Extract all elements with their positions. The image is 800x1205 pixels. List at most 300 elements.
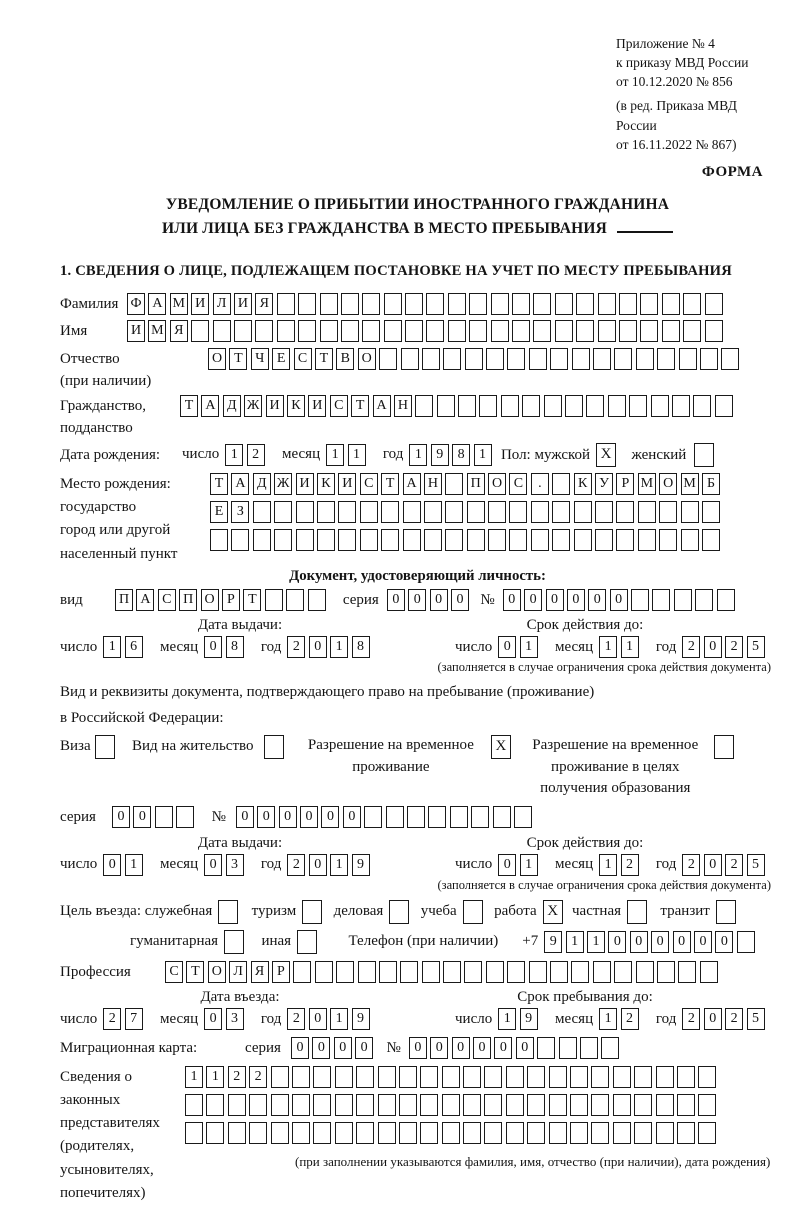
char-box[interactable] bbox=[426, 320, 444, 342]
char-box[interactable] bbox=[640, 293, 658, 315]
char-box[interactable]: Н bbox=[394, 395, 412, 417]
char-box[interactable] bbox=[463, 900, 483, 924]
char-box[interactable] bbox=[341, 293, 359, 315]
char-box[interactable]: В bbox=[336, 348, 354, 370]
char-box[interactable] bbox=[613, 1094, 631, 1116]
char-box[interactable] bbox=[378, 1094, 396, 1116]
char-box[interactable]: 2 bbox=[682, 854, 700, 876]
char-box[interactable] bbox=[572, 348, 590, 370]
char-box[interactable]: 1 bbox=[474, 444, 492, 466]
char-box[interactable] bbox=[491, 293, 509, 315]
char-box[interactable]: К bbox=[287, 395, 305, 417]
char-box[interactable]: 0 bbox=[704, 854, 722, 876]
char-box[interactable] bbox=[715, 395, 733, 417]
char-box[interactable]: О bbox=[208, 961, 226, 983]
char-box[interactable] bbox=[529, 961, 547, 983]
char-box[interactable] bbox=[702, 501, 720, 523]
char-box[interactable]: А bbox=[373, 395, 391, 417]
char-box[interactable] bbox=[185, 1122, 203, 1144]
char-box[interactable]: 9 bbox=[352, 854, 370, 876]
char-box[interactable]: 2 bbox=[725, 854, 743, 876]
char-box[interactable] bbox=[384, 293, 402, 315]
char-box[interactable] bbox=[550, 348, 568, 370]
char-box[interactable] bbox=[264, 735, 284, 759]
char-box[interactable] bbox=[537, 1037, 555, 1059]
char-box[interactable] bbox=[399, 1122, 417, 1144]
char-box[interactable] bbox=[399, 1094, 417, 1116]
char-box[interactable]: А bbox=[201, 395, 219, 417]
char-box[interactable] bbox=[479, 395, 497, 417]
char-box[interactable]: 0 bbox=[257, 806, 275, 828]
char-box[interactable]: 2 bbox=[621, 854, 639, 876]
char-box[interactable] bbox=[629, 395, 647, 417]
char-box[interactable] bbox=[571, 961, 589, 983]
char-box[interactable]: 0 bbox=[321, 806, 339, 828]
char-box[interactable] bbox=[358, 961, 376, 983]
char-box[interactable]: Ж bbox=[244, 395, 262, 417]
char-box[interactable]: X bbox=[543, 900, 563, 924]
char-box[interactable] bbox=[298, 320, 316, 342]
char-box[interactable] bbox=[360, 501, 378, 523]
char-box[interactable] bbox=[228, 1122, 246, 1144]
char-box[interactable] bbox=[721, 348, 739, 370]
char-box[interactable]: 0 bbox=[473, 1037, 491, 1059]
char-box[interactable] bbox=[467, 501, 485, 523]
char-box[interactable] bbox=[694, 443, 714, 467]
char-box[interactable]: 1 bbox=[409, 444, 427, 466]
char-box[interactable] bbox=[614, 348, 632, 370]
char-box[interactable]: 0 bbox=[588, 589, 606, 611]
char-box[interactable]: 1 bbox=[520, 636, 538, 658]
char-box[interactable]: П bbox=[115, 589, 133, 611]
char-box[interactable]: 0 bbox=[409, 1037, 427, 1059]
char-box[interactable] bbox=[484, 1094, 502, 1116]
char-box[interactable]: 0 bbox=[704, 636, 722, 658]
char-box[interactable] bbox=[595, 529, 613, 551]
char-box[interactable] bbox=[95, 735, 115, 759]
char-box[interactable] bbox=[292, 1122, 310, 1144]
char-box[interactable]: 3 bbox=[226, 1008, 244, 1030]
char-box[interactable] bbox=[399, 1066, 417, 1088]
char-box[interactable] bbox=[378, 1122, 396, 1144]
char-box[interactable] bbox=[224, 930, 244, 954]
char-box[interactable]: П bbox=[467, 473, 485, 495]
char-box[interactable] bbox=[509, 529, 527, 551]
char-box[interactable]: 0 bbox=[694, 931, 712, 953]
char-box[interactable]: 0 bbox=[133, 806, 151, 828]
char-box[interactable] bbox=[155, 806, 173, 828]
char-box[interactable]: 2 bbox=[287, 854, 305, 876]
char-box[interactable] bbox=[616, 529, 634, 551]
char-box[interactable]: И bbox=[338, 473, 356, 495]
char-box[interactable]: 0 bbox=[610, 589, 628, 611]
char-box[interactable]: У bbox=[595, 473, 613, 495]
char-box[interactable] bbox=[527, 1066, 545, 1088]
char-box[interactable]: Т bbox=[180, 395, 198, 417]
char-box[interactable] bbox=[598, 293, 616, 315]
char-box[interactable] bbox=[522, 395, 540, 417]
char-box[interactable] bbox=[277, 293, 295, 315]
char-box[interactable]: Т bbox=[351, 395, 369, 417]
char-box[interactable]: Б bbox=[702, 473, 720, 495]
char-box[interactable]: 9 bbox=[544, 931, 562, 953]
char-box[interactable] bbox=[698, 1122, 716, 1144]
char-box[interactable] bbox=[488, 529, 506, 551]
char-box[interactable] bbox=[638, 529, 656, 551]
char-box[interactable]: 9 bbox=[352, 1008, 370, 1030]
char-box[interactable] bbox=[702, 529, 720, 551]
char-box[interactable] bbox=[640, 320, 658, 342]
char-box[interactable] bbox=[297, 930, 317, 954]
char-box[interactable] bbox=[662, 320, 680, 342]
char-box[interactable] bbox=[463, 1066, 481, 1088]
char-box[interactable] bbox=[549, 1094, 567, 1116]
char-box[interactable]: 9 bbox=[520, 1008, 538, 1030]
char-box[interactable]: К bbox=[574, 473, 592, 495]
char-box[interactable] bbox=[486, 961, 504, 983]
char-box[interactable]: А bbox=[148, 293, 166, 315]
char-box[interactable] bbox=[206, 1094, 224, 1116]
char-box[interactable] bbox=[277, 320, 295, 342]
char-box[interactable] bbox=[529, 348, 547, 370]
char-box[interactable]: 3 bbox=[226, 854, 244, 876]
char-box[interactable] bbox=[249, 1122, 267, 1144]
char-box[interactable] bbox=[507, 961, 525, 983]
char-box[interactable]: 0 bbox=[524, 589, 542, 611]
char-box[interactable]: 0 bbox=[715, 931, 733, 953]
char-box[interactable] bbox=[293, 961, 311, 983]
char-box[interactable] bbox=[677, 1066, 695, 1088]
char-box[interactable] bbox=[424, 529, 442, 551]
char-box[interactable] bbox=[512, 293, 530, 315]
char-box[interactable]: 0 bbox=[112, 806, 130, 828]
char-box[interactable] bbox=[420, 1066, 438, 1088]
char-box[interactable]: 1 bbox=[125, 854, 143, 876]
char-box[interactable] bbox=[356, 1066, 374, 1088]
char-box[interactable] bbox=[437, 395, 455, 417]
char-box[interactable]: Н bbox=[424, 473, 442, 495]
char-box[interactable]: М bbox=[681, 473, 699, 495]
char-box[interactable] bbox=[442, 1122, 460, 1144]
char-box[interactable]: З bbox=[231, 501, 249, 523]
char-box[interactable] bbox=[565, 395, 583, 417]
char-box[interactable]: 6 bbox=[125, 636, 143, 658]
char-box[interactable] bbox=[717, 589, 735, 611]
char-box[interactable]: 0 bbox=[430, 1037, 448, 1059]
char-box[interactable] bbox=[356, 1122, 374, 1144]
char-box[interactable] bbox=[424, 501, 442, 523]
char-box[interactable]: О bbox=[488, 473, 506, 495]
char-box[interactable]: Л bbox=[213, 293, 231, 315]
char-box[interactable]: 7 bbox=[125, 1008, 143, 1030]
char-box[interactable] bbox=[659, 529, 677, 551]
char-box[interactable] bbox=[574, 501, 592, 523]
char-box[interactable] bbox=[445, 501, 463, 523]
char-box[interactable] bbox=[206, 1122, 224, 1144]
char-box[interactable]: 1 bbox=[520, 854, 538, 876]
char-box[interactable]: 1 bbox=[225, 444, 243, 466]
char-box[interactable]: 0 bbox=[567, 589, 585, 611]
char-box[interactable] bbox=[531, 529, 549, 551]
char-box[interactable] bbox=[274, 501, 292, 523]
char-box[interactable]: 1 bbox=[498, 1008, 516, 1030]
char-box[interactable] bbox=[619, 320, 637, 342]
char-box[interactable] bbox=[271, 1066, 289, 1088]
char-box[interactable]: . bbox=[531, 473, 549, 495]
char-box[interactable]: 0 bbox=[494, 1037, 512, 1059]
char-box[interactable] bbox=[593, 961, 611, 983]
char-box[interactable]: 1 bbox=[330, 1008, 348, 1030]
char-box[interactable] bbox=[362, 320, 380, 342]
char-box[interactable] bbox=[714, 735, 734, 759]
char-box[interactable] bbox=[448, 320, 466, 342]
char-box[interactable]: 2 bbox=[228, 1066, 246, 1088]
char-box[interactable]: С bbox=[509, 473, 527, 495]
char-box[interactable]: С bbox=[330, 395, 348, 417]
char-box[interactable] bbox=[467, 529, 485, 551]
char-box[interactable] bbox=[420, 1122, 438, 1144]
char-box[interactable] bbox=[469, 293, 487, 315]
char-box[interactable] bbox=[463, 1122, 481, 1144]
char-box[interactable] bbox=[338, 529, 356, 551]
char-box[interactable] bbox=[313, 1094, 331, 1116]
char-box[interactable]: И bbox=[308, 395, 326, 417]
char-box[interactable]: Т bbox=[381, 473, 399, 495]
char-box[interactable] bbox=[627, 900, 647, 924]
char-box[interactable] bbox=[634, 1066, 652, 1088]
char-box[interactable] bbox=[335, 1122, 353, 1144]
char-box[interactable]: М bbox=[638, 473, 656, 495]
char-box[interactable]: М bbox=[148, 320, 166, 342]
char-box[interactable] bbox=[613, 1122, 631, 1144]
char-box[interactable] bbox=[616, 501, 634, 523]
char-box[interactable]: С bbox=[165, 961, 183, 983]
char-box[interactable] bbox=[253, 529, 271, 551]
char-box[interactable] bbox=[512, 320, 530, 342]
char-box[interactable]: Е bbox=[272, 348, 290, 370]
char-box[interactable] bbox=[634, 1094, 652, 1116]
char-box[interactable] bbox=[576, 320, 594, 342]
char-box[interactable]: И bbox=[266, 395, 284, 417]
char-box[interactable]: О bbox=[659, 473, 677, 495]
char-box[interactable] bbox=[336, 961, 354, 983]
char-box[interactable]: 1 bbox=[326, 444, 344, 466]
char-box[interactable]: 1 bbox=[587, 931, 605, 953]
char-box[interactable]: Р bbox=[616, 473, 634, 495]
char-box[interactable] bbox=[672, 395, 690, 417]
char-box[interactable] bbox=[693, 395, 711, 417]
char-box[interactable] bbox=[360, 529, 378, 551]
char-box[interactable] bbox=[292, 1066, 310, 1088]
char-box[interactable]: 0 bbox=[704, 1008, 722, 1030]
char-box[interactable]: И bbox=[127, 320, 145, 342]
char-box[interactable] bbox=[570, 1094, 588, 1116]
char-box[interactable]: А bbox=[231, 473, 249, 495]
char-box[interactable] bbox=[514, 806, 532, 828]
char-box[interactable]: Л bbox=[229, 961, 247, 983]
char-box[interactable] bbox=[364, 806, 382, 828]
char-box[interactable]: С bbox=[294, 348, 312, 370]
char-box[interactable] bbox=[484, 1066, 502, 1088]
char-box[interactable] bbox=[313, 1122, 331, 1144]
char-box[interactable]: 2 bbox=[247, 444, 265, 466]
char-box[interactable]: 0 bbox=[309, 636, 327, 658]
char-box[interactable]: И bbox=[234, 293, 252, 315]
char-box[interactable] bbox=[341, 320, 359, 342]
char-box[interactable] bbox=[533, 293, 551, 315]
char-box[interactable] bbox=[674, 589, 692, 611]
char-box[interactable] bbox=[591, 1094, 609, 1116]
char-box[interactable] bbox=[555, 293, 573, 315]
char-box[interactable] bbox=[683, 320, 701, 342]
char-box[interactable]: О bbox=[358, 348, 376, 370]
char-box[interactable]: 1 bbox=[348, 444, 366, 466]
char-box[interactable] bbox=[463, 1094, 481, 1116]
char-box[interactable] bbox=[484, 1122, 502, 1144]
char-box[interactable] bbox=[443, 348, 461, 370]
char-box[interactable]: 8 bbox=[352, 636, 370, 658]
char-box[interactable] bbox=[218, 900, 238, 924]
char-box[interactable] bbox=[422, 348, 440, 370]
char-box[interactable] bbox=[458, 395, 476, 417]
char-box[interactable]: 0 bbox=[204, 1008, 222, 1030]
char-box[interactable] bbox=[608, 395, 626, 417]
char-box[interactable] bbox=[652, 589, 670, 611]
char-box[interactable] bbox=[335, 1094, 353, 1116]
char-box[interactable]: 0 bbox=[498, 636, 516, 658]
char-box[interactable] bbox=[493, 806, 511, 828]
char-box[interactable]: О bbox=[201, 589, 219, 611]
char-box[interactable]: 5 bbox=[747, 1008, 765, 1030]
char-box[interactable]: 0 bbox=[334, 1037, 352, 1059]
char-box[interactable] bbox=[486, 348, 504, 370]
char-box[interactable]: 2 bbox=[682, 636, 700, 658]
char-box[interactable] bbox=[636, 348, 654, 370]
char-box[interactable]: 2 bbox=[249, 1066, 267, 1088]
char-box[interactable]: 0 bbox=[452, 1037, 470, 1059]
char-box[interactable] bbox=[313, 1066, 331, 1088]
char-box[interactable] bbox=[210, 529, 228, 551]
char-box[interactable] bbox=[356, 1094, 374, 1116]
char-box[interactable]: И bbox=[191, 293, 209, 315]
char-box[interactable]: 0 bbox=[312, 1037, 330, 1059]
char-box[interactable] bbox=[271, 1122, 289, 1144]
char-box[interactable]: Р bbox=[272, 961, 290, 983]
char-box[interactable] bbox=[488, 501, 506, 523]
char-box[interactable]: 8 bbox=[226, 636, 244, 658]
char-box[interactable] bbox=[317, 529, 335, 551]
char-box[interactable] bbox=[595, 501, 613, 523]
char-box[interactable] bbox=[389, 900, 409, 924]
char-box[interactable] bbox=[544, 395, 562, 417]
char-box[interactable] bbox=[527, 1122, 545, 1144]
char-box[interactable]: 0 bbox=[651, 931, 669, 953]
char-box[interactable] bbox=[292, 1094, 310, 1116]
char-box[interactable] bbox=[552, 529, 570, 551]
char-box[interactable] bbox=[570, 1122, 588, 1144]
char-box[interactable] bbox=[296, 529, 314, 551]
char-box[interactable]: 0 bbox=[503, 589, 521, 611]
char-box[interactable]: 0 bbox=[204, 854, 222, 876]
char-box[interactable]: 0 bbox=[343, 806, 361, 828]
char-box[interactable]: 1 bbox=[206, 1066, 224, 1088]
char-box[interactable] bbox=[443, 961, 461, 983]
char-box[interactable] bbox=[381, 529, 399, 551]
char-box[interactable] bbox=[228, 1094, 246, 1116]
char-box[interactable] bbox=[586, 395, 604, 417]
char-box[interactable] bbox=[338, 501, 356, 523]
char-box[interactable] bbox=[631, 589, 649, 611]
char-box[interactable] bbox=[271, 1094, 289, 1116]
char-box[interactable] bbox=[308, 589, 326, 611]
char-box[interactable]: 2 bbox=[287, 636, 305, 658]
char-box[interactable]: Е bbox=[210, 501, 228, 523]
char-box[interactable] bbox=[656, 1122, 674, 1144]
char-box[interactable] bbox=[700, 961, 718, 983]
char-box[interactable] bbox=[613, 1066, 631, 1088]
char-box[interactable] bbox=[191, 320, 209, 342]
char-box[interactable] bbox=[662, 293, 680, 315]
char-box[interactable] bbox=[176, 806, 194, 828]
char-box[interactable] bbox=[320, 320, 338, 342]
char-box[interactable] bbox=[507, 348, 525, 370]
char-box[interactable] bbox=[574, 529, 592, 551]
char-box[interactable]: Р bbox=[222, 589, 240, 611]
char-box[interactable] bbox=[677, 1094, 695, 1116]
char-box[interactable]: Д bbox=[223, 395, 241, 417]
char-box[interactable]: К bbox=[317, 473, 335, 495]
char-box[interactable] bbox=[593, 348, 611, 370]
char-box[interactable]: 0 bbox=[309, 1008, 327, 1030]
char-box[interactable]: 2 bbox=[287, 1008, 305, 1030]
char-box[interactable]: П bbox=[179, 589, 197, 611]
char-box[interactable]: 0 bbox=[300, 806, 318, 828]
char-box[interactable]: Я bbox=[251, 961, 269, 983]
char-box[interactable] bbox=[677, 1122, 695, 1144]
char-box[interactable] bbox=[601, 1037, 619, 1059]
char-box[interactable]: 1 bbox=[330, 636, 348, 658]
char-box[interactable] bbox=[415, 395, 433, 417]
char-box[interactable] bbox=[678, 961, 696, 983]
char-box[interactable]: Ж bbox=[274, 473, 292, 495]
char-box[interactable]: Т bbox=[186, 961, 204, 983]
char-box[interactable] bbox=[527, 1094, 545, 1116]
char-box[interactable] bbox=[445, 529, 463, 551]
char-box[interactable] bbox=[501, 395, 519, 417]
char-box[interactable] bbox=[379, 961, 397, 983]
char-box[interactable] bbox=[638, 501, 656, 523]
char-box[interactable]: 0 bbox=[630, 931, 648, 953]
char-box[interactable] bbox=[700, 348, 718, 370]
char-box[interactable]: Т bbox=[229, 348, 247, 370]
char-box[interactable] bbox=[591, 1122, 609, 1144]
char-box[interactable] bbox=[506, 1122, 524, 1144]
char-box[interactable]: 5 bbox=[747, 854, 765, 876]
char-box[interactable] bbox=[679, 348, 697, 370]
char-box[interactable] bbox=[555, 320, 573, 342]
char-box[interactable] bbox=[315, 961, 333, 983]
char-box[interactable] bbox=[656, 1066, 674, 1088]
char-box[interactable] bbox=[185, 1094, 203, 1116]
char-box[interactable] bbox=[448, 293, 466, 315]
char-box[interactable]: Т bbox=[243, 589, 261, 611]
char-box[interactable] bbox=[422, 961, 440, 983]
char-box[interactable]: 0 bbox=[673, 931, 691, 953]
char-box[interactable] bbox=[317, 501, 335, 523]
char-box[interactable]: 1 bbox=[599, 636, 617, 658]
char-box[interactable] bbox=[614, 961, 632, 983]
char-box[interactable] bbox=[549, 1066, 567, 1088]
